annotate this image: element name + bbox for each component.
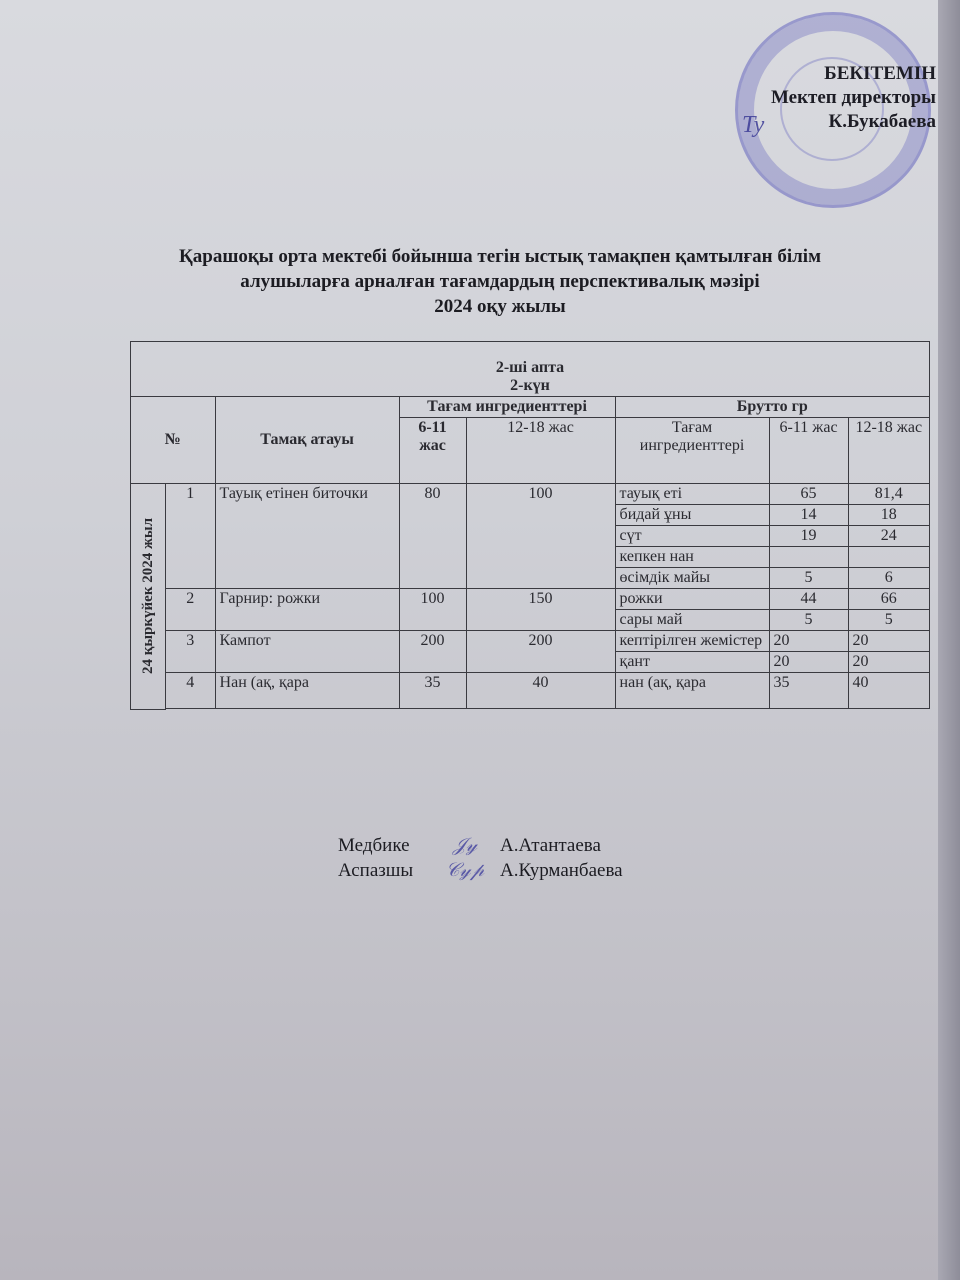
- ingredient-name: өсімдік майы: [615, 568, 769, 589]
- dish-portion-12-18: 100: [466, 484, 615, 589]
- col-dish-name: Тамақ атауы: [215, 397, 399, 484]
- signature-row-cook: [338, 858, 623, 883]
- ingredient-g-12-18: [848, 547, 929, 568]
- ingredient-name: бидай ұны: [615, 505, 769, 526]
- approval-title: БЕКІТЕМІН: [824, 63, 936, 84]
- col-number: №: [131, 397, 216, 484]
- ingredient-g-12-18: 66: [848, 589, 929, 610]
- ingredient-name: сары май: [615, 610, 769, 631]
- ingredient-g-12-18: 24: [848, 526, 929, 547]
- page-edge-shadow: [938, 0, 960, 1280]
- ingredient-g-12-18: 6: [848, 568, 929, 589]
- menu-table: [130, 341, 930, 710]
- week-day-header: [131, 342, 930, 397]
- dish-portion-6-11: 100: [399, 589, 466, 631]
- dish-portion-6-11: 35: [399, 673, 466, 709]
- col-age-6-11: 6-11 жас: [399, 418, 466, 484]
- col-age-12-18: 12-18 жас: [466, 418, 615, 484]
- ingredient-g-12-18: 20: [848, 652, 929, 673]
- col-gross-6-11: 6-11 жас: [769, 418, 848, 484]
- ingredient-name: сүт: [615, 526, 769, 547]
- col-gross-12-18: 12-18 жас: [848, 418, 929, 484]
- ingredient-name: нан (ақ, қара: [615, 673, 769, 709]
- document-title: [100, 244, 900, 319]
- col-gross-group: Брутто гр: [615, 397, 929, 418]
- signature-role: Медбике: [338, 835, 410, 856]
- date-cell: 24 қыркүйек 2024 жыл: [131, 484, 166, 710]
- dish-name: Нан (ақ, қара: [215, 673, 399, 709]
- director-signature-icon: Ty: [742, 112, 765, 138]
- approval-name: К.Букабаева: [828, 111, 936, 132]
- ingredient-g-6-11: 5: [769, 610, 848, 631]
- ingredient-name: қант: [615, 652, 769, 673]
- ingredient-g-12-18: 40: [848, 673, 929, 709]
- ingredient-name: кепкен нан: [615, 547, 769, 568]
- dish-number: 2: [166, 589, 216, 631]
- table-row: [131, 589, 930, 610]
- dish-portion-12-18: 150: [466, 589, 615, 631]
- table-row: [131, 631, 930, 652]
- dish-portion-12-18: 200: [466, 631, 615, 673]
- dish-number: 4: [166, 673, 216, 709]
- ingredient-g-6-11: 14: [769, 505, 848, 526]
- ingredient-g-6-11: 5: [769, 568, 848, 589]
- title-line-3: 2024 оқу жылы: [434, 296, 566, 317]
- table-row: [131, 484, 930, 505]
- ingredient-g-12-18: 81,4: [848, 484, 929, 505]
- ingredient-g-6-11: 65: [769, 484, 848, 505]
- dish-name: Гарнир: рожки: [215, 589, 399, 631]
- ingredient-g-6-11: 20: [769, 631, 848, 652]
- dish-number: 1: [166, 484, 216, 589]
- ingredient-name: рожки: [615, 589, 769, 610]
- signature-name: А.Курманбаева: [500, 860, 623, 881]
- signature-role: Аспазшы: [338, 860, 414, 881]
- ingredient-g-12-18: 20: [848, 631, 929, 652]
- title-line-1: Қарашоқы орта мектебі бойынша тегін ыстық тамақпен қамтылған білім: [178, 246, 822, 267]
- ingredient-g-6-11: [769, 547, 848, 568]
- approval-block: [771, 62, 936, 134]
- ingredient-g-6-11: 44: [769, 589, 848, 610]
- signature-name: А.Атантаева: [500, 835, 601, 856]
- dish-name: Тауық етінен биточки: [215, 484, 399, 589]
- col-ingredients-group: Тағам ингредиенттері: [399, 397, 615, 418]
- dish-portion-6-11: 80: [399, 484, 466, 589]
- ingredient-g-12-18: 5: [848, 610, 929, 631]
- ingredient-g-6-11: 19: [769, 526, 848, 547]
- table-row: [131, 673, 930, 709]
- approval-position: Мектеп директоры: [770, 87, 936, 108]
- signature-row-nurse: [338, 833, 623, 858]
- day-label: 2-күн: [510, 377, 550, 394]
- col-ingredient-name: Тағам ингредиенттері: [615, 418, 769, 484]
- title-line-2: алушыларға арналған тағамдардың перспективалық мәзірі: [240, 271, 760, 292]
- dish-portion-12-18: 40: [466, 673, 615, 709]
- ingredient-name: кептірілген жемістер: [615, 631, 769, 652]
- dish-name: Кампот: [215, 631, 399, 673]
- nurse-signature-icon: 𝒥𝓎: [452, 835, 478, 856]
- signatures-block: [338, 833, 623, 883]
- ingredient-g-6-11: 20: [769, 652, 848, 673]
- dish-number: 3: [166, 631, 216, 673]
- ingredient-g-12-18: 18: [848, 505, 929, 526]
- dish-portion-6-11: 200: [399, 631, 466, 673]
- week-label: 2-ші апта: [495, 359, 565, 376]
- cook-signature-icon: 𝒞𝓎𝓅: [445, 860, 485, 881]
- ingredient-name: тауық еті: [615, 484, 769, 505]
- ingredient-g-6-11: 35: [769, 673, 848, 709]
